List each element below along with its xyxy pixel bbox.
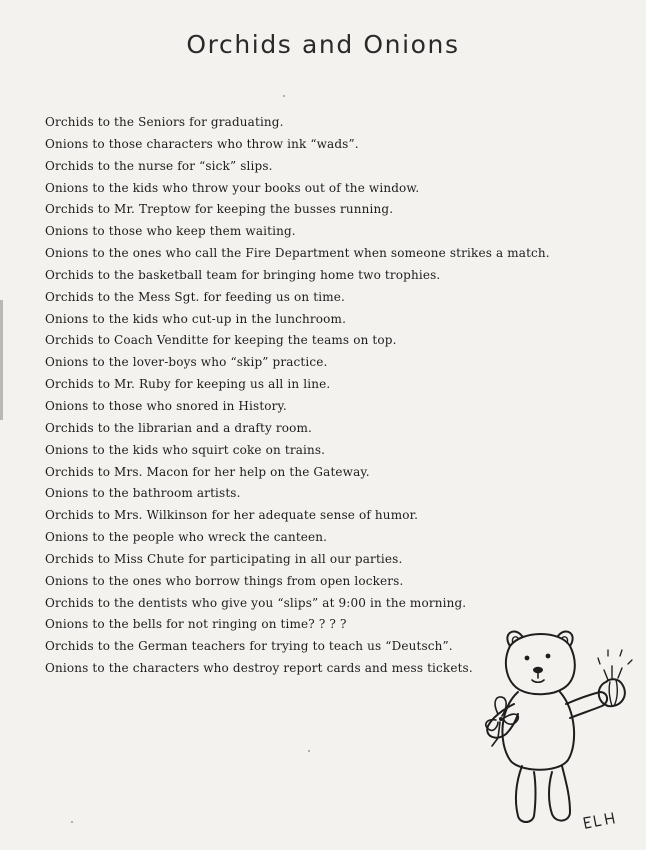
list-item: Onions to the bathroom artists. (45, 486, 241, 501)
list-item: Orchids to Mrs. Macon for her help on the Gateway. (45, 464, 370, 479)
list-item: Onions to the lover-boys who “skip” practice. (45, 355, 328, 370)
list-item: Orchids to the Mess Sgt. for feeding us on time. (45, 289, 345, 304)
list-item: Orchids to Coach Venditte for keeping the teams on top. (45, 333, 397, 348)
list-item: Orchids to the dentists who give you “slips” at 9:00 in the morning. (45, 595, 467, 610)
list-item: Onions to those who keep them waiting. (45, 224, 296, 239)
list-item: Orchids to Miss Chute for participating in all our parties. (45, 551, 403, 566)
list-item: Onions to the ones who borrow things from open lockers. (45, 573, 404, 588)
list-item: Onions to the bells for not ringing on time? ? ? ? (45, 617, 347, 632)
list-item: Onions to the ones who call the Fire Department when someone strikes a match. (45, 246, 550, 261)
page-title: Orchids and Onions (186, 30, 460, 59)
print-speck (283, 95, 285, 97)
list-item: Onions to the kids who cut-up in the lunchroom. (45, 311, 347, 326)
list-item: Orchids to the nurse for “sick” slips. (45, 158, 273, 173)
list-item: Orchids to Mr. Treptow for keeping the busses running. (45, 202, 394, 217)
list-item: Orchids to Mr. Ruby for keeping us all in line. (45, 377, 331, 392)
print-speck (71, 821, 73, 823)
list-item: Orchids to the basketball team for bringing home two trophies. (45, 267, 441, 282)
list-item: Onions to those characters who throw ink “wads”. (45, 136, 359, 151)
list-item: Onions to the kids who throw your books out of the window. (45, 180, 420, 195)
teddy-bear-icon (462, 622, 640, 834)
list-item: Onions to the characters who destroy report cards and mess tickets. (45, 661, 473, 676)
list-item: Orchids to the librarian and a drafty room. (45, 420, 312, 435)
list-item: Orchids to the German teachers for trying to teach us “Deutsch”. (45, 639, 453, 654)
binding-edge (0, 300, 3, 420)
list-item: Orchids to Mrs. Wilkinson for her adequate sense of humor. (45, 508, 419, 523)
list-item: Onions to the people who wreck the canteen. (45, 530, 328, 545)
orchids-onions-list (45, 112, 605, 680)
list-item: Onions to the kids who squirt coke on trains. (45, 442, 326, 457)
list-item: Onions to those who snored in History. (45, 398, 287, 413)
list-item: Orchids to the Seniors for graduating. (45, 115, 284, 129)
print-speck (308, 750, 310, 752)
